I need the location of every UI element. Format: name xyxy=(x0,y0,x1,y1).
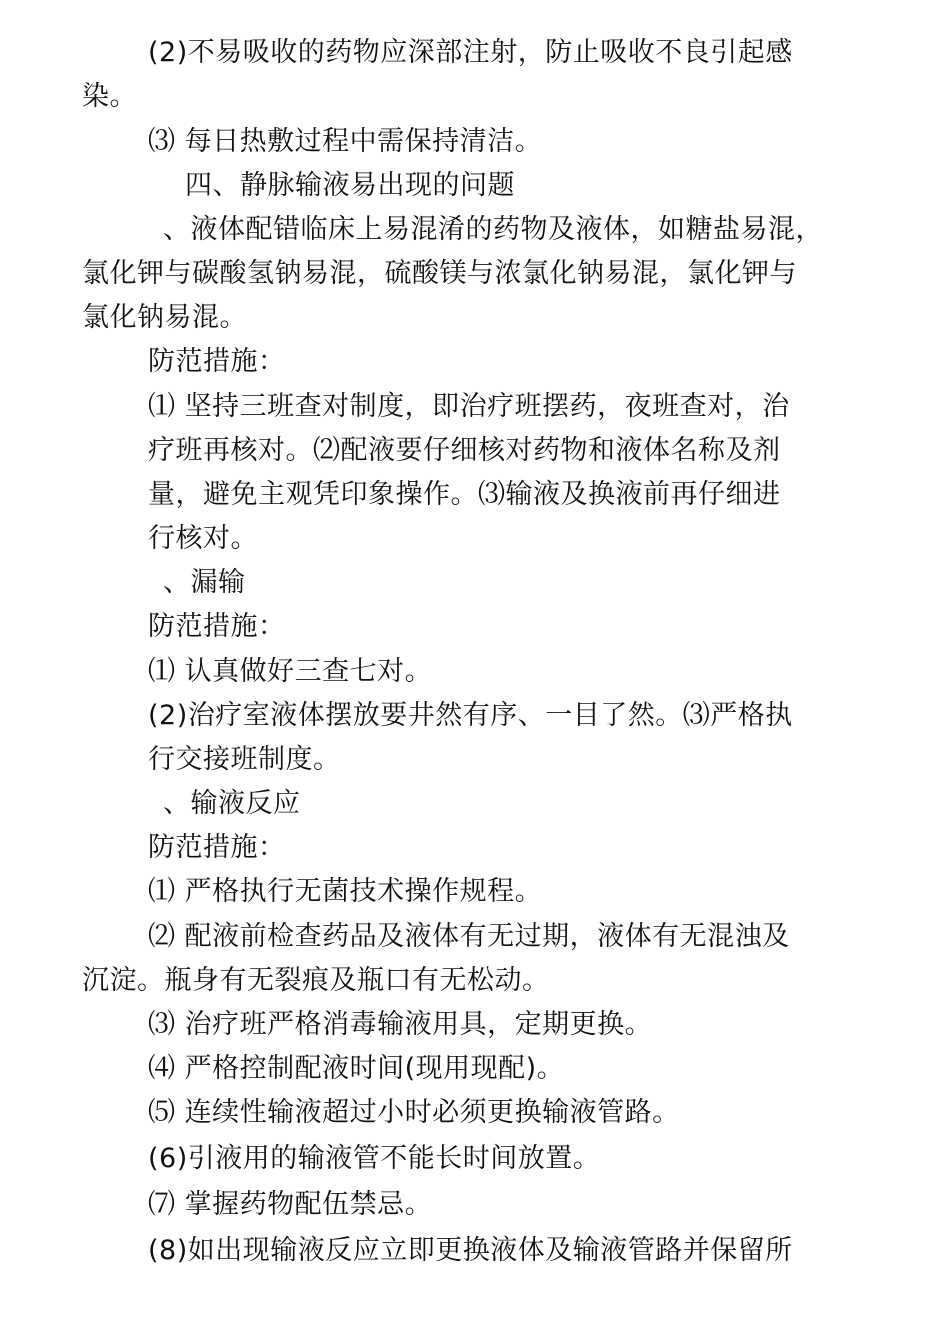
text-line-12: 行核对。 xyxy=(148,523,258,554)
text-line-6: 氯化钾与碳酸氢钠易混，硫酸镁与浓氯化钠易混，氯化钾与 xyxy=(82,258,797,289)
text-line-11: 量，避免主观凭印象操作。⑶输液及换液前再仔细进 xyxy=(148,479,781,510)
text-line-17: 行交接班制度。 xyxy=(148,744,341,775)
subheading-prevention-1: 防范措施： xyxy=(148,346,286,377)
text-line-10: 疗班再核对。⑵配液要仔细核对药物和液体名称及剂 xyxy=(148,435,781,466)
text-line-2: 染。 xyxy=(82,81,137,112)
text-line-21: ⑵ 配液前检查药品及液体有无过期，液体有无混浊及 xyxy=(148,921,790,952)
text-line-16: (2)治疗室液体摆放要井然有序、一目了然。⑶严格执 xyxy=(148,700,793,731)
subheading-prevention-3: 防范措施： xyxy=(148,832,286,863)
text-line-5: 、液体配错临床上易混淆的药物及液体，如糖盐易混， xyxy=(163,214,823,245)
subheading-infusion-reaction: 、输液反应 xyxy=(163,788,301,819)
text-line-3: ⑶ 每日热敷过程中需保持清洁。 xyxy=(148,126,543,157)
text-line-27: ⑺ 掌握药物配伍禁忌。 xyxy=(148,1189,433,1220)
subheading-missed-infusion: 、漏输 xyxy=(163,567,246,598)
text-line-15: ⑴ 认真做好三查七对。 xyxy=(148,656,433,687)
text-line-9: ⑴ 坚持三班查对制度，即治疗班摆药，夜班查对，治 xyxy=(148,391,790,422)
text-line-23: ⑶ 治疗班严格消毒输液用具，定期更换。 xyxy=(148,1009,653,1040)
section-heading: 四、静脉输液易出现的问题 xyxy=(185,170,515,201)
text-line-26: (6)引液用的输液管不能长时间放置。 xyxy=(148,1143,601,1174)
text-line-28: (8)如出现输液反应立即更换液体及输液管路并保留所 xyxy=(148,1235,793,1266)
text-line-7: 氯化钠易混。 xyxy=(82,302,247,333)
text-line-24: ⑷ 严格控制配液时间(现用现配)。 xyxy=(148,1053,565,1084)
text-line-20: ⑴ 严格执行无菌技术操作规程。 xyxy=(148,876,543,907)
text-line-1: (2)不易吸收的药物应深部注射，防止吸收不良引起感 xyxy=(148,37,793,68)
text-line-22: 沉淀。瓶身有无裂痕及瓶口有无松动。 xyxy=(82,965,550,996)
subheading-prevention-2: 防范措施： xyxy=(148,611,286,642)
text-line-25: ⑸ 连续性输液超过小时必须更换输液管路。 xyxy=(148,1097,680,1128)
